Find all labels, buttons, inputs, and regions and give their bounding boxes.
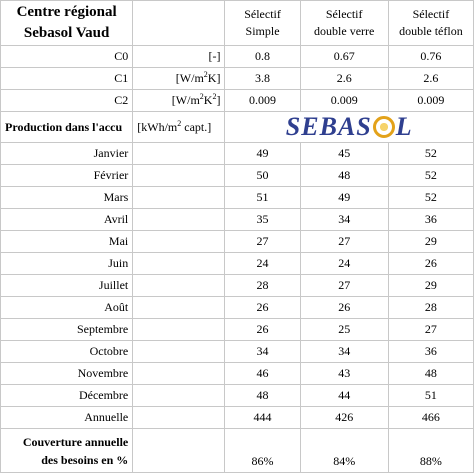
value-cell: 24	[300, 253, 388, 275]
value-cell: 26	[300, 297, 388, 319]
value-cell: 52	[388, 187, 473, 209]
value-cell: 29	[388, 275, 473, 297]
value-cell: 27	[225, 231, 300, 253]
table-row	[1, 165, 474, 187]
month-name: Avril	[1, 209, 133, 231]
month-name: Septembre	[1, 319, 133, 341]
table-row	[1, 385, 474, 407]
table-row	[1, 143, 474, 165]
coef-row-c0	[1, 46, 474, 68]
coef-unit	[133, 90, 225, 112]
coef-unit	[133, 68, 225, 90]
logo-text: L	[395, 112, 413, 141]
unit-part: [W/m	[171, 93, 200, 107]
empty-cell	[133, 385, 225, 407]
table-row	[1, 209, 474, 231]
month-name: Octobre	[1, 341, 133, 363]
unit-part: capt.]	[181, 119, 212, 134]
title-line-1: Centre régional	[16, 4, 117, 20]
value-cell: 28	[388, 297, 473, 319]
coef-unit: [-]	[133, 46, 225, 68]
coverage-label-line2: des besoins en %	[41, 452, 129, 467]
empty-cell	[133, 319, 225, 341]
empty-cell	[133, 297, 225, 319]
month-name: Décembre	[1, 385, 133, 407]
coef-row-c2	[1, 90, 474, 112]
value-cell: 3.8	[225, 68, 300, 90]
value-cell: 26	[225, 319, 300, 341]
table-row	[1, 363, 474, 385]
value-cell: 51	[225, 187, 300, 209]
production-label: Production dans l'accu	[1, 112, 133, 143]
col-header-simple	[225, 1, 300, 46]
sun-icon	[373, 116, 395, 138]
value-cell: 0.009	[388, 90, 473, 112]
unit-sup: 2	[212, 92, 217, 101]
coverage-value: 84%	[300, 429, 388, 473]
value-cell: 36	[388, 209, 473, 231]
table-row	[1, 407, 474, 429]
unit-part: [kWh/m	[137, 119, 178, 134]
value-cell: 27	[388, 319, 473, 341]
unit-sup: 2	[199, 92, 204, 101]
header-empty-cell	[133, 1, 225, 46]
value-cell: 48	[300, 165, 388, 187]
empty-cell	[133, 231, 225, 253]
col-header-double-verre-line2: double verre	[314, 24, 375, 38]
coverage-label-line1: Couverture annuelle	[22, 434, 129, 449]
value-cell: 48	[225, 385, 300, 407]
empty-cell	[133, 407, 225, 429]
table-row	[1, 341, 474, 363]
value-cell: 48	[388, 363, 473, 385]
logo-text: SEBAS	[285, 112, 372, 141]
col-header-double-teflon-line1: Sélectif	[412, 7, 450, 21]
title-line-2: Sebasol Vaud	[23, 25, 110, 41]
value-cell: 51	[388, 385, 473, 407]
value-cell: 24	[225, 253, 300, 275]
value-cell: 2.6	[300, 68, 388, 90]
value-cell: 34	[300, 341, 388, 363]
value-cell: 2.6	[388, 68, 473, 90]
value-cell: 49	[300, 187, 388, 209]
empty-cell	[133, 429, 225, 473]
unit-part: ]	[216, 93, 221, 107]
month-name: Mars	[1, 187, 133, 209]
coverage-row	[1, 429, 474, 473]
value-cell: 27	[300, 275, 388, 297]
value-cell: 49	[225, 143, 300, 165]
value-cell: 50	[225, 165, 300, 187]
value-cell: 46	[225, 363, 300, 385]
value-cell: 27	[300, 231, 388, 253]
month-name: Août	[1, 297, 133, 319]
value-cell: 426	[300, 407, 388, 429]
empty-cell	[133, 363, 225, 385]
unit-sup: 2	[203, 70, 208, 79]
month-name: Juillet	[1, 275, 133, 297]
value-cell: 0.009	[225, 90, 300, 112]
coverage-label	[1, 429, 133, 473]
col-header-simple-line1: Sélectif	[244, 7, 281, 21]
month-name: Juin	[1, 253, 133, 275]
value-cell: 29	[388, 231, 473, 253]
empty-cell	[133, 165, 225, 187]
value-cell: 45	[300, 143, 388, 165]
table-row	[1, 297, 474, 319]
month-name: Novembre	[1, 363, 133, 385]
value-cell: 35	[225, 209, 300, 231]
coef-name: C1	[1, 68, 133, 90]
value-cell: 26	[225, 297, 300, 319]
unit-part: [W/m	[175, 71, 204, 85]
empty-cell	[133, 253, 225, 275]
month-name: Mai	[1, 231, 133, 253]
col-header-double-verre	[300, 1, 388, 46]
col-header-double-teflon	[388, 1, 473, 46]
sebasol-logo	[286, 112, 413, 142]
coef-name: C0	[1, 46, 133, 68]
production-unit	[133, 112, 225, 143]
month-name: Annuelle	[1, 407, 133, 429]
month-name: Février	[1, 165, 133, 187]
coverage-value: 88%	[388, 429, 473, 473]
month-name: Janvier	[1, 143, 133, 165]
coverage-value: 86%	[225, 429, 300, 473]
value-cell: 444	[225, 407, 300, 429]
coef-name: C2	[1, 90, 133, 112]
table-row	[1, 187, 474, 209]
empty-cell	[133, 209, 225, 231]
col-header-simple-line2: Simple	[245, 24, 280, 38]
value-cell: 0.76	[388, 46, 473, 68]
value-cell: 28	[225, 275, 300, 297]
table-title	[1, 1, 133, 46]
empty-cell	[133, 187, 225, 209]
value-cell: 34	[300, 209, 388, 231]
header-row	[1, 1, 474, 46]
coef-row-c1	[1, 68, 474, 90]
col-header-double-teflon-line2: double téflon	[399, 24, 463, 38]
value-cell: 52	[388, 143, 473, 165]
value-cell: 44	[300, 385, 388, 407]
unit-part: K	[203, 93, 213, 107]
value-cell: 0.67	[300, 46, 388, 68]
value-cell: 26	[388, 253, 473, 275]
empty-cell	[133, 341, 225, 363]
col-header-double-verre-line1: Sélectif	[325, 7, 363, 21]
value-cell: 0.8	[225, 46, 300, 68]
table-row	[1, 275, 474, 297]
value-cell: 25	[300, 319, 388, 341]
value-cell: 36	[388, 341, 473, 363]
empty-cell	[133, 143, 225, 165]
table-row	[1, 253, 474, 275]
production-header-row	[1, 112, 474, 143]
logo-cell	[225, 112, 474, 143]
empty-cell	[133, 275, 225, 297]
value-cell: 466	[388, 407, 473, 429]
value-cell: 0.009	[300, 90, 388, 112]
table-row	[1, 319, 474, 341]
value-cell: 52	[388, 165, 473, 187]
unit-part: K]	[207, 71, 221, 85]
unit-sup: 2	[177, 118, 182, 128]
value-cell: 34	[225, 341, 300, 363]
table-row	[1, 231, 474, 253]
value-cell: 43	[300, 363, 388, 385]
